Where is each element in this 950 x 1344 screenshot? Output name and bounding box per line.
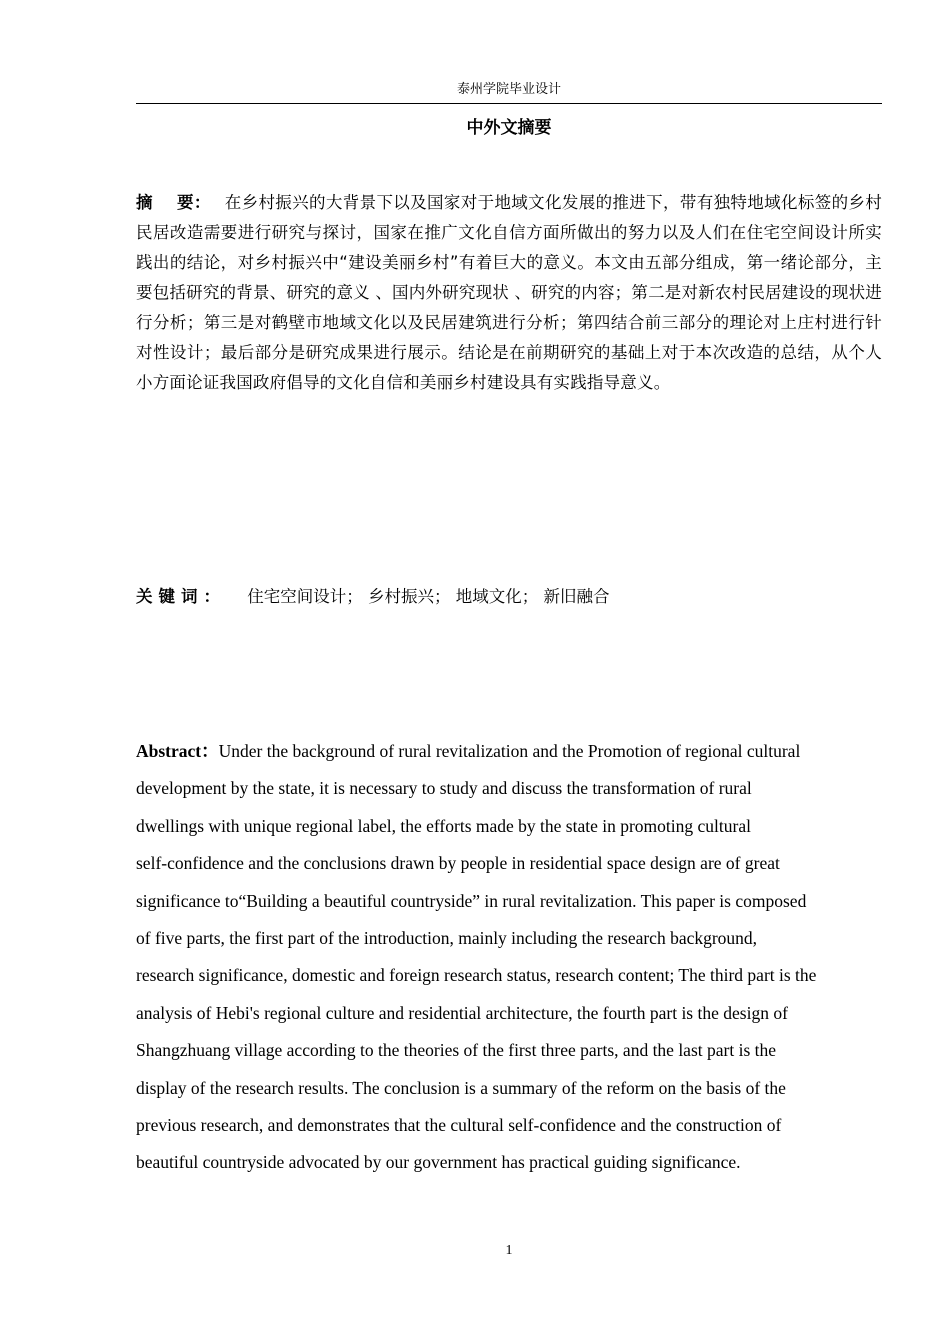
page-header: 泰州学院毕业设计 <box>456 82 561 97</box>
english-abstract-label: Abstract： <box>136 741 219 761</box>
english-abstract-line: analysis of Hebi's regional culture and residential architecture, the fourth part is the design of <box>136 1002 788 1023</box>
page-title: 中外文摘要 <box>466 118 552 138</box>
english-abstract-line: dwellings with unique regional label, the efforts made by the state in promoting cultural <box>136 815 751 836</box>
keyword-item: 地域文化； <box>455 587 539 606</box>
english-abstract-line: Shangzhuang village according to the theories of the first three parts, and the last part is the <box>136 1040 777 1061</box>
english-abstract-line <box>136 733 896 770</box>
chinese-abstract-text: 在乡村振兴的大背景下以及国家对于地域文化发展的推进下，带有独特地域化标签的乡村民居改造需要进行研究与探讨，国家在推广文化自信方面所做出的努力以及人们在住宅空间设计所实践出的结论，对乡村振兴中“建设美丽乡村”有着巨大的意义。本文由五部分组成，第一绪论部分，主要包括研究的背景、研究的意义 、国内外研究现状 、研究的内容；第二是对新农村民居建设的现状进行分析；第三是对鹤壁市地域文化以及民居建筑进行分析；第四结合前三部分的理论对上庄村进行针对性设计；最后部分是研究成果进行展示。结论是在前期研究的基础上对于本次改造的总结，从个人小方面论证我国政府倡导的文化自信和美丽乡村建设具有实践指导意义。 <box>136 193 882 392</box>
english-abstract-line: previous research, and demonstrates that the cultural self-confidence and the construction of <box>136 1115 782 1136</box>
english-abstract-text: Under the background of rural revitalization and the Promotion of regional cultural <box>218 741 801 761</box>
english-abstract-line: display of the research results. The conclusion is a summary of the reform on the basis of the <box>136 1077 786 1098</box>
keyword-item: 乡村振兴； <box>368 587 451 606</box>
keyword-item: 新旧融合 <box>543 587 610 606</box>
keywords-line <box>136 582 882 612</box>
english-abstract-line: self-confidence and the conclusions drawn by people in residential space design are of great <box>136 853 780 874</box>
keyword-item: 住宅空间设计； <box>247 587 363 606</box>
keywords-label: 关键词： <box>136 587 226 606</box>
chinese-abstract-label-part-1: 摘 <box>136 193 153 212</box>
chinese-abstract-label <box>136 193 211 212</box>
english-abstract-line: research significance, domestic and foreign research status, research content; The third part is the <box>136 965 817 986</box>
english-abstract <box>136 733 896 1182</box>
chinese-abstract-label-part-2: 要： <box>176 193 211 212</box>
chinese-abstract <box>136 188 882 398</box>
english-abstract-line: beautiful countryside advocated by our government has practical guiding significance. <box>136 1152 741 1173</box>
english-abstract-line: significance to“Building a beautiful countryside” in rural revitalization. This paper is composed <box>136 890 807 911</box>
header-divider <box>136 103 882 104</box>
english-abstract-line: of five parts, the first part of the introduction, mainly including the research background, <box>136 928 758 949</box>
page-number: 1 <box>505 1243 513 1258</box>
english-abstract-line: development by the state, it is necessary to study and discuss the transformation of rural <box>136 778 752 799</box>
